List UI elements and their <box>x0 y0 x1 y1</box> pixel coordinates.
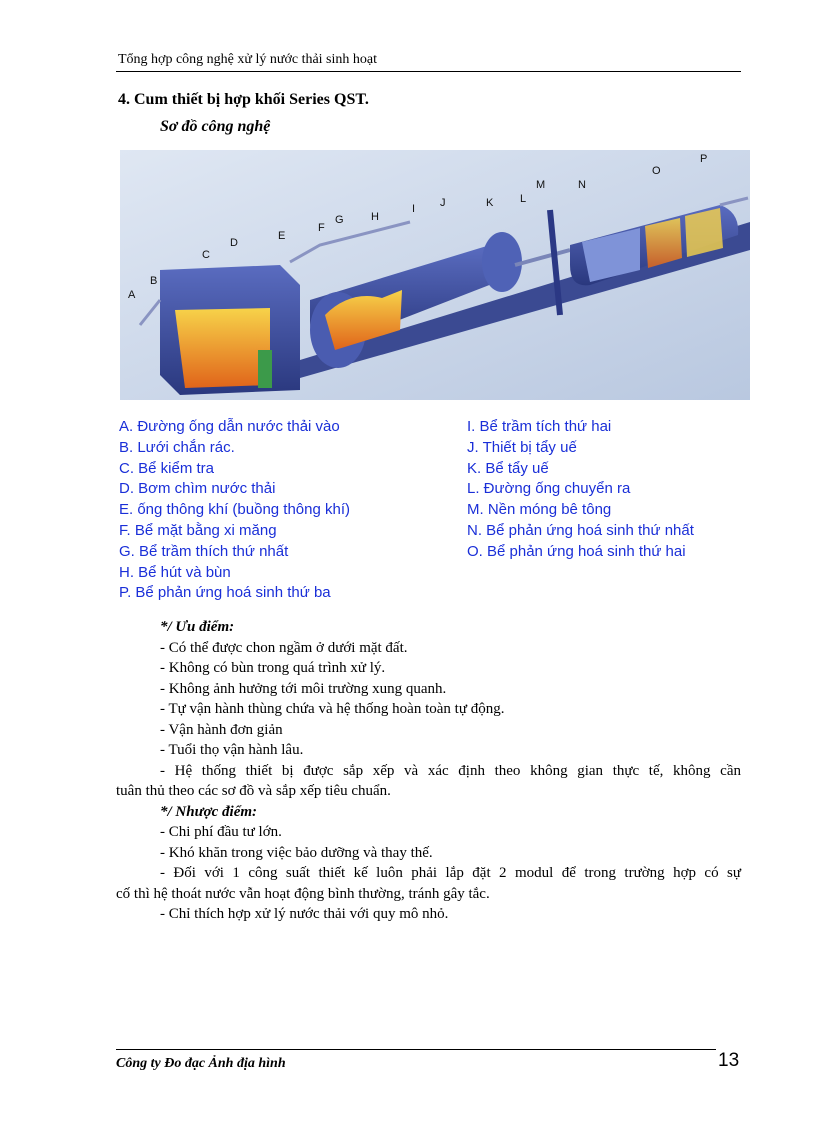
diagram-subtitle: Sơ đồ công nghệ <box>160 118 271 135</box>
label-a: A <box>128 289 136 301</box>
legend-item-g: G. Bể trầm thích thứ nhất <box>119 542 289 560</box>
label-d: D <box>230 237 238 249</box>
advantage-item: - Không ảnh hưởng tới môi trường xung quanh. <box>160 680 447 697</box>
cylinder-end-2 <box>482 232 522 292</box>
advantage-item: - Có thể được chon ngầm ở dưới mặt đất. <box>160 639 408 656</box>
disadvantage-item: - Chi phí đầu tư lớn. <box>160 824 282 840</box>
label-g: G <box>335 214 344 226</box>
label-n: N <box>578 179 586 191</box>
label-b: B <box>150 275 158 287</box>
legend-item-e: E. ống thông khí (buồng thông khí) <box>119 501 350 519</box>
legend-item-c: C. Bể kiểm tra <box>119 459 215 477</box>
body-text <box>116 617 741 925</box>
legend-item-a: A. Đường ống dẫn nước thải vào <box>119 418 340 435</box>
footer-rule <box>116 1049 716 1050</box>
advantage-item: - Tự vận hành thùng chứa và hệ thống hoàn toàn tự động. <box>160 701 505 717</box>
label-l: L <box>520 193 527 205</box>
header-rule <box>116 71 741 72</box>
legend-left <box>119 417 350 604</box>
legend-item-f: F. Bể mặt bằng xi măng <box>119 521 277 539</box>
disadvantage-long-line-2: cố thì hệ thoát nước vẫn hoạt động bình thường, tránh gây tắc. <box>116 885 490 902</box>
advantage-item: - Vận hành đơn giản <box>160 721 283 738</box>
label-i: I <box>412 203 416 215</box>
advantage-long-line-1: - Hệ thống thiết bị được sắp xếp và xác định theo không gian thực tế, không cần <box>160 762 741 779</box>
legend-item-o: O. Bể phản ứng hoá sinh thứ hai <box>467 542 686 560</box>
advantage-item: - Tuổi thọ vận hành lâu. <box>160 742 304 758</box>
label-k: K <box>486 197 494 209</box>
label-f: F <box>318 222 325 234</box>
legend-item-k: K. Bể tẩy uế <box>467 459 549 477</box>
legend-item-l: L. Đường ống chuyển ra <box>467 480 631 498</box>
disadvantage-item: - Chỉ thích hợp xử lý nước thải với quy mô nhỏ. <box>160 906 449 922</box>
disadvantages-heading: */ Nhược điểm: <box>160 803 258 820</box>
legend-item-d: D. Bơm chìm nước thải <box>119 480 276 498</box>
label-m: M <box>536 179 546 191</box>
footer-company: Công ty Đo đạc Ảnh địa hình <box>116 1056 286 1071</box>
section-title: 4. Cum thiết bị hợp khối Series QST. <box>118 91 369 108</box>
disadvantage-long-line-1: - Đối với 1 công suất thiết kế luôn phải lắp đặt 2 modul để trong trường hợp có sự <box>160 865 741 881</box>
label-j: J <box>440 197 446 209</box>
submersible-pump <box>258 350 272 388</box>
process-diagram <box>120 150 750 400</box>
advantage-item: - Không có bùn trong quá trình xử lý. <box>160 660 386 676</box>
legend-item-h: H. Bể hút và bùn <box>119 563 231 581</box>
page-number: 13 <box>718 1050 740 1071</box>
legend-item-i: I. Bể trầm tích thứ hai <box>467 418 612 435</box>
legend-item-n: N. Bể phản ứng hoá sinh thứ nhất <box>467 521 694 539</box>
label-c: C <box>202 249 210 261</box>
legend-right <box>467 417 694 563</box>
legend-item-p: P. Bể phản ứng hoá sinh thứ ba <box>119 584 331 602</box>
inspection-tank-inner <box>175 308 270 388</box>
legend-item-m: M. Nền móng bê tông <box>467 501 612 519</box>
disadvantage-item: - Khó khăn trong việc bảo dưỡng và thay thế. <box>160 844 433 861</box>
label-e: E <box>278 230 286 242</box>
advantages-heading: */ Ưu điểm: <box>160 619 235 635</box>
legend-item-b: B. Lưới chắn rác. <box>119 438 235 456</box>
label-p: P <box>700 153 708 165</box>
advantage-long-line-2: tuân thủ theo các sơ đồ và sắp xếp tiêu chuẩn. <box>116 783 391 799</box>
running-header: Tổng hợp công nghệ xử lý nước thải sinh hoạt <box>118 52 377 67</box>
legend-item-j: J. Thiết bị tẩy uế <box>467 438 577 456</box>
label-o: O <box>652 165 661 177</box>
label-h: H <box>371 211 379 223</box>
